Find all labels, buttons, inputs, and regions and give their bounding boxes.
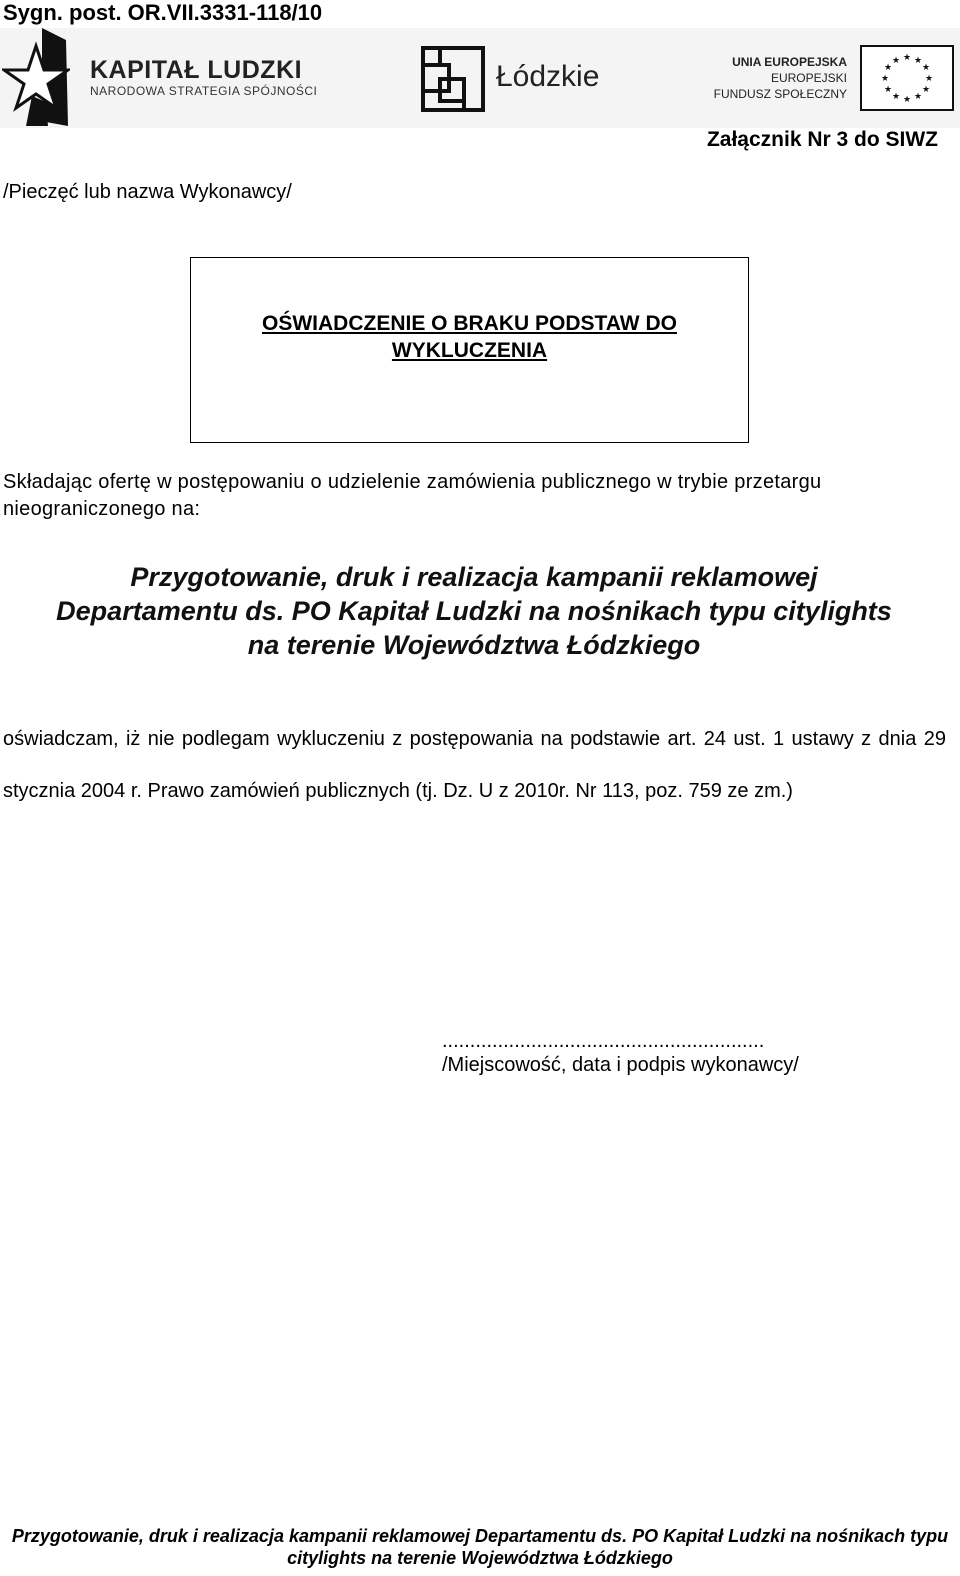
kapital-ludzki-title: KAPITAŁ LUDZKI [90,56,303,84]
page-footer: Przygotowanie, druk i realizacja kampanii reklamowej Departamentu ds. PO Kapitał Ludzki na nośnikach typu citylights na terenie Województwa Łódzkiego [11,1526,949,1568]
intro-paragraph: Składając ofertę w postępowaniu o udzielenie zamówienia publicznego w trybie przetargu nieograniczonego na: [3,471,822,520]
kapital-ludzki-subtitle: NARODOWA STRATEGIA SPÓJNOŚCI [90,84,318,98]
eu-fund-label-line1: EUROPEJSKI [770,71,847,85]
svg-text:★: ★ [913,56,923,66]
eu-flag-icon [860,45,954,111]
svg-text:★: ★ [921,85,931,95]
lodzkie-emblem-icon [420,45,486,113]
eu-fund-label-line2: FUNDUSZ SPOŁECZNY [713,87,847,101]
svg-text:★: ★ [880,74,890,84]
signature-line: .......................................................... [442,1030,765,1052]
svg-text:★: ★ [924,74,934,84]
kapital-ludzki-logo-icon [2,26,70,128]
svg-text:★: ★ [902,53,912,63]
eu-union-label: UNIA EUROPEJSKA [732,55,847,69]
svg-text:★: ★ [891,92,901,102]
svg-text:★: ★ [883,63,893,73]
svg-text:★: ★ [883,85,893,95]
declaration-title: OŚWIADCZENIE O BRAKU PODSTAW DO WYKLUCZENIA [262,312,677,362]
svg-text:★: ★ [902,95,912,105]
svg-text:★: ★ [913,92,923,102]
document-reference: Sygn. post. OR.VII.3331-118/10 [3,0,323,25]
lodzkie-name: Łódzkie [496,60,600,93]
contractor-stamp-label: /Pieczęć lub nazwa Wykonawcy/ [3,181,292,203]
attachment-label: Załącznik Nr 3 do SIWZ [706,128,938,151]
svg-text:★: ★ [921,63,931,73]
procurement-subject: Przygotowanie, druk i realizacja kampanii reklamowej Departamentu ds. PO Kapitał Ludzki na nośnikach typu citylights na terenie Województwa Łódzkiego [56,562,892,660]
signature-label: /Miejscowość, data i podpis wykonawcy/ [442,1054,799,1076]
declaration-paragraph: oświadczam, iż nie podlegam wykluczeniu z postępowania na podstawie art. 24 ust. 1 ustawy z dnia 29 stycznia 2004 r. Prawo zamówień publicznych (tj. Dz. U z 2010r. Nr 113, poz. 759 ze zm.) [3,728,946,802]
svg-text:★: ★ [891,56,901,66]
